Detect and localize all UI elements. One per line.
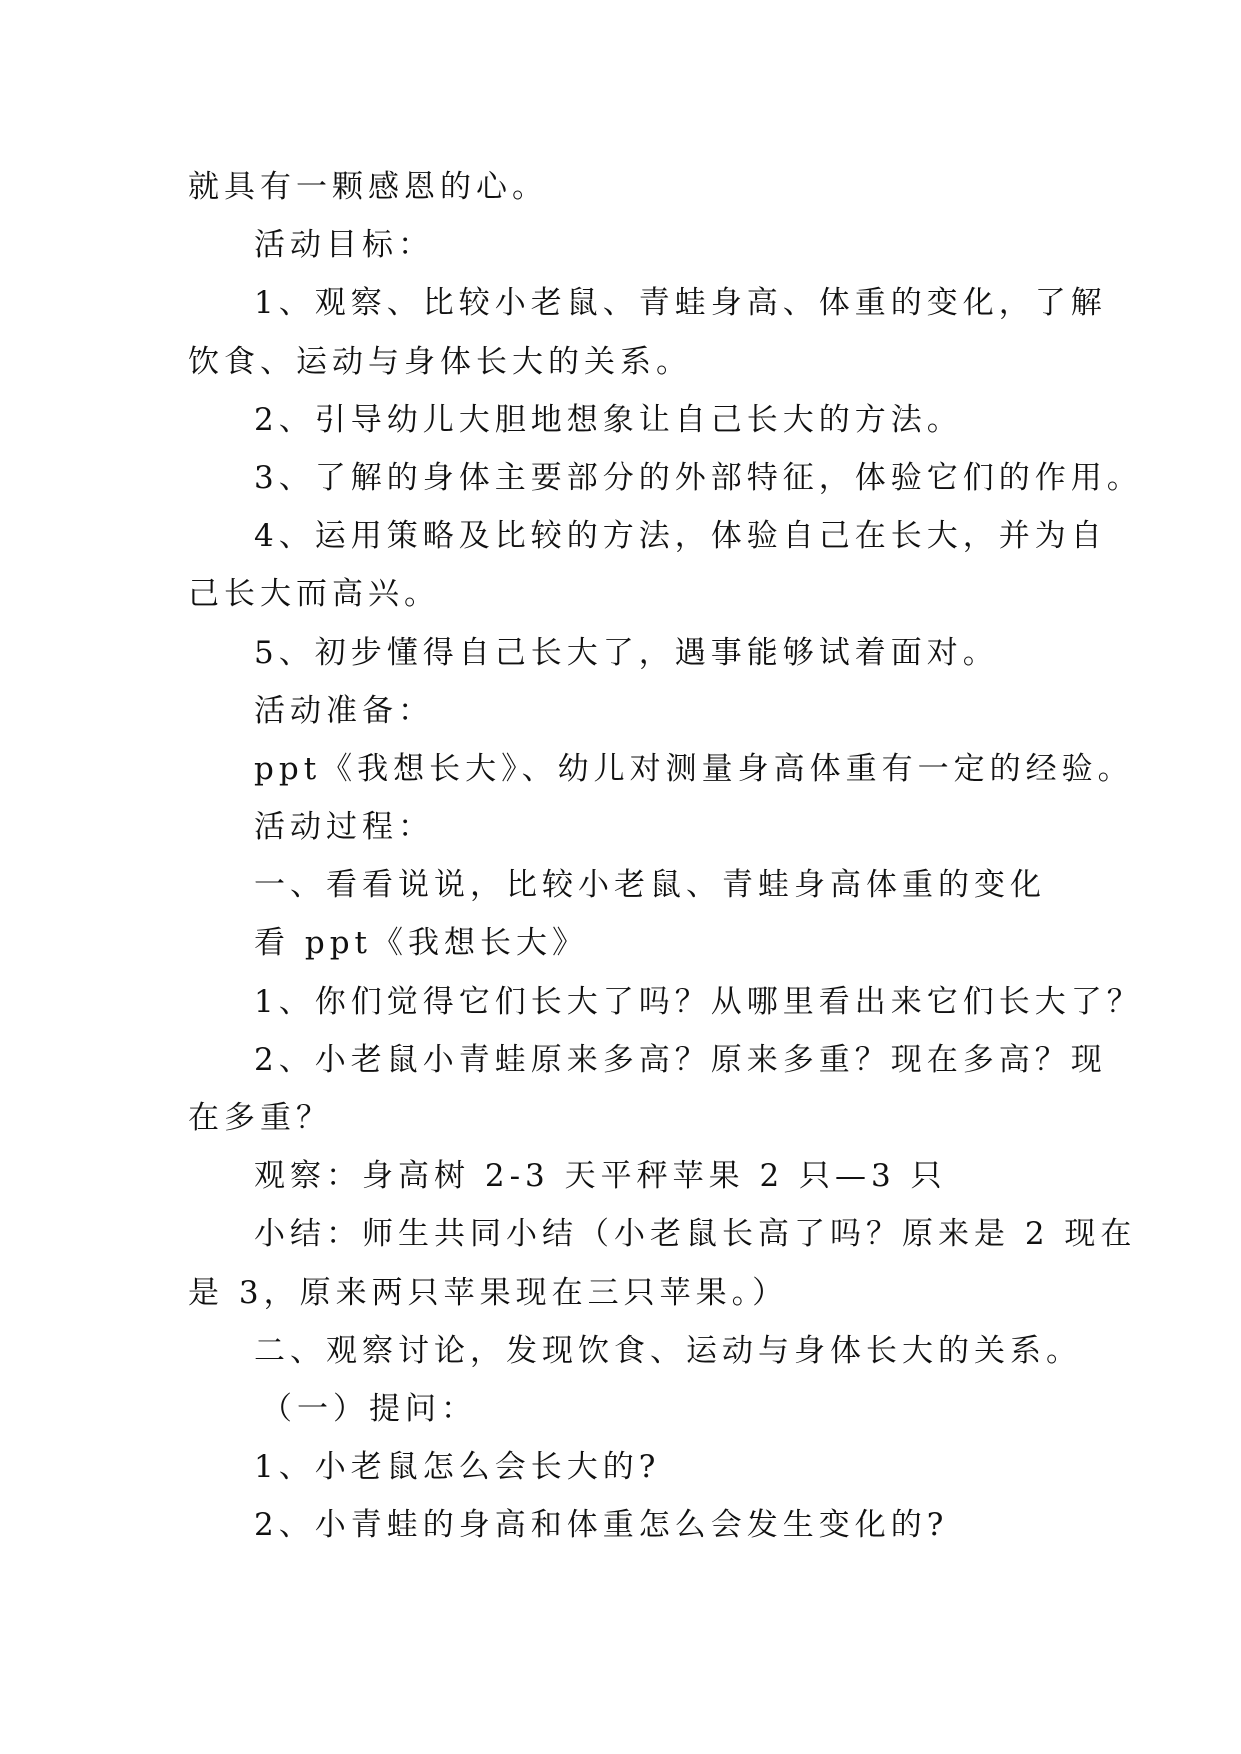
list-item: 3、了解的身体主要部分的外部特征，体验它们的作用。 — [254, 459, 1143, 496]
paragraph-line: 小结：师生共同小结（小老鼠长高了吗？原来是 2 现在 — [254, 1216, 1137, 1253]
subsection-heading: 二、观察讨论，发现饮食、运动与身体长大的关系。 — [254, 1332, 1082, 1369]
list-item: 2、小老鼠小青蛙原来多高？原来多重？现在多高？现 — [254, 1041, 1107, 1078]
list-item: 1、小老鼠怎么会长大的? — [254, 1449, 661, 1486]
list-item: 1、观察、比较小老鼠、青蛙身高、体重的变化，了解 — [254, 285, 1107, 322]
paragraph-line: 就具有一颗感恩的心。 — [188, 169, 548, 205]
section-heading: 活动准备： — [254, 692, 434, 729]
subsection-heading: （一）提问： — [261, 1390, 477, 1427]
list-item: 2、小青蛙的身高和体重怎么会发生变化的? — [254, 1507, 949, 1544]
paragraph-line: 饮食、运动与身体长大的关系。 — [188, 343, 692, 380]
paragraph-line: 己长大而高兴。 — [188, 576, 440, 613]
document-body — [188, 158, 1143, 1555]
section-heading: 活动过程： — [254, 809, 434, 846]
list-item: 2、引导幼儿大胆地想象让自己长大的方法。 — [254, 401, 963, 438]
list-item: 4、运用策略及比较的方法，体验自己在长大，并为自 — [254, 518, 1107, 555]
paragraph-line: 在多重？ — [188, 1100, 332, 1136]
list-item: 5、初步懂得自己长大了，遇事能够试着面对。 — [254, 634, 999, 671]
paragraph-line: ppt《我想长大》、幼儿对测量身高体重有一定的经验。 — [254, 750, 1134, 787]
subsection-heading: 一、看看说说，比较小老鼠、青蛙身高体重的变化 — [254, 867, 1046, 904]
paragraph-line: 看 ppt《我想长大》 — [254, 925, 588, 962]
paragraph-line: 观察：身高树 2-3 天平秤苹果 2 只—3 只 — [254, 1158, 947, 1195]
paragraph-line: 是 3，原来两只苹果现在三只苹果。） — [188, 1274, 789, 1311]
list-item: 1、你们觉得它们长大了吗？从哪里看出来它们长大了？ — [254, 983, 1143, 1020]
section-heading: 活动目标： — [254, 227, 434, 264]
